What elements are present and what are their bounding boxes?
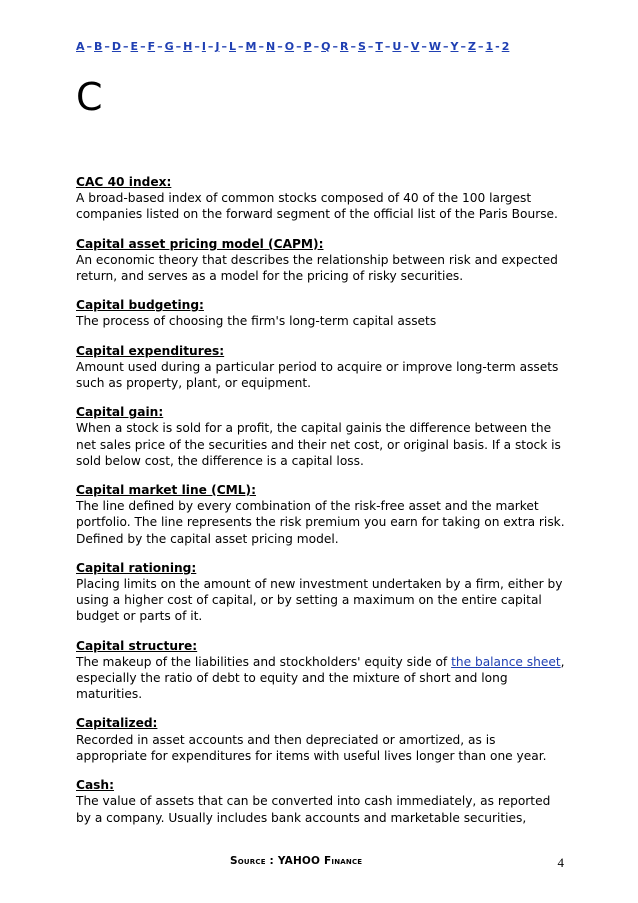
- nav-letter-link[interactable]: D: [111, 40, 122, 53]
- nav-separator: –: [296, 40, 302, 53]
- nav-letter-link[interactable]: S: [357, 40, 366, 53]
- nav-separator: –: [367, 40, 374, 53]
- nav-letter-link[interactable]: G: [164, 40, 174, 53]
- glossary-entry: [76, 715, 566, 764]
- page-footer: [0, 855, 638, 871]
- glossary-entry: [76, 174, 566, 223]
- nav-separator: –: [421, 40, 427, 53]
- nav-separator: –: [207, 40, 214, 53]
- nav-letter-link[interactable]: Q: [321, 40, 331, 53]
- nav-separator: –: [86, 40, 93, 53]
- glossary-entry: [76, 343, 566, 392]
- nav-letter-link[interactable]: B: [94, 40, 103, 53]
- nav-letter-link[interactable]: Z: [467, 40, 476, 53]
- nav-letter-link[interactable]: V: [410, 40, 420, 53]
- balance-sheet-link[interactable]: the balance sheet: [451, 654, 561, 669]
- glossary-definition: A broad-based index of common stocks composed of 40 of the 100 largest companies listed on the forward segment of the official list of the Paris Bourse.: [76, 191, 558, 222]
- nav-letter-link[interactable]: N: [265, 40, 276, 53]
- nav-letter-link[interactable]: H: [183, 40, 193, 53]
- nav-letter-link[interactable]: J: [215, 40, 220, 53]
- nav-separator: –: [277, 40, 283, 53]
- glossary-entry: [76, 777, 566, 826]
- nav-letter-link[interactable]: M: [245, 40, 257, 53]
- nav-separator: –: [104, 40, 110, 53]
- glossary-entries: [76, 174, 566, 839]
- nav-letter-link[interactable]: U: [392, 40, 402, 53]
- nav-letter-link[interactable]: L: [229, 40, 237, 53]
- nav-letter-link[interactable]: 1: [485, 40, 494, 53]
- nav-separator: –: [403, 40, 409, 53]
- nav-separator: –: [460, 40, 466, 53]
- nav-letter-link[interactable]: E: [130, 40, 139, 53]
- glossary-term: CAC 40 index:: [76, 175, 172, 189]
- alphabet-nav: [76, 40, 566, 53]
- glossary-term: Capital market line (CML):: [76, 483, 256, 498]
- glossary-term: Cash:: [76, 778, 114, 793]
- glossary-entry: [76, 482, 566, 547]
- nav-separator: –: [443, 40, 449, 53]
- nav-separator: –: [238, 40, 244, 53]
- nav-separator: –: [384, 40, 391, 53]
- glossary-definition: The line defined by every combination of the risk-free asset and the market portfolio. The line represents the risk premium you earn for taking on extra risk. Defined by the capital asset pricing model.: [76, 499, 565, 546]
- glossary-term: Capitalized:: [76, 716, 158, 731]
- glossary-definition: When a stock is sold for a profit, the capital gainis the difference between the net sales price of the securities and their net cost, or original basis. If a stock is sold below cost, the difference is a capital loss.: [76, 421, 561, 468]
- glossary-entry: [76, 404, 566, 469]
- nav-letter-link[interactable]: 2: [501, 40, 510, 53]
- nav-separator: –: [157, 40, 163, 53]
- glossary-term: Capital asset pricing model (CAPM):: [76, 236, 324, 251]
- glossary-term: Capital budgeting:: [76, 298, 204, 313]
- nav-separator: -: [495, 40, 500, 53]
- nav-separator: –: [332, 40, 338, 53]
- nav-letter-link[interactable]: P: [303, 40, 312, 53]
- nav-separator: –: [350, 40, 356, 53]
- glossary-definition: The value of assets that can be converted into cash immediately, as reported by a company. Usually includes bank accounts and marketable securities,: [76, 794, 551, 825]
- definition-text-after: , especially the ratio of debt to equity and the mixture of short and long maturities.: [76, 654, 565, 702]
- nav-letter-link[interactable]: O: [284, 40, 295, 53]
- nav-letter-link[interactable]: I: [201, 40, 206, 53]
- nav-letter-link[interactable]: T: [375, 40, 383, 53]
- nav-separator: –: [477, 40, 484, 53]
- glossary-definition: Placing limits on the amount of new investment undertaken by a firm, either by using a higher cost of capital, or by setting a maximum on the entire capital budget or parts of it.: [76, 577, 563, 624]
- glossary-term: Capital gain:: [76, 405, 164, 420]
- page-number: 4: [557, 855, 564, 870]
- nav-separator: –: [140, 40, 146, 53]
- nav-separator: –: [258, 40, 264, 53]
- glossary-entry: [76, 236, 566, 285]
- glossary-entry: [76, 638, 566, 703]
- nav-letter-link[interactable]: R: [339, 40, 349, 53]
- definition-text-before: The makeup of the liabilities and stockholders' equity side of: [76, 654, 452, 669]
- glossary-term: Capital structure:: [76, 638, 198, 653]
- nav-separator: –: [175, 40, 182, 53]
- glossary-entry: [76, 297, 566, 329]
- glossary-definition: Amount used during a particular period to acquire or improve long-term assets such as property, plant, or equipment.: [76, 359, 559, 391]
- nav-letter-link[interactable]: W: [428, 40, 442, 53]
- nav-separator: –: [221, 40, 228, 53]
- nav-separator: –: [123, 40, 129, 53]
- glossary-definition: Recorded in asset accounts and then depreciated or amortized, as is appropriate for expenditures for items with useful lives longer than one year.: [76, 732, 547, 763]
- glossary-term: Capital rationing:: [76, 560, 197, 575]
- nav-letter-link[interactable]: Y: [450, 40, 459, 53]
- glossary-entry: [76, 560, 566, 625]
- nav-separator: –: [313, 40, 320, 53]
- glossary-term: Capital expenditures:: [76, 343, 225, 358]
- glossary-definition: An economic theory that describes the relationship between risk and expected return, and serves as a model for the pricing of risky securities.: [76, 252, 558, 284]
- nav-letter-link[interactable]: A: [76, 40, 85, 53]
- nav-letter-link[interactable]: F: [147, 40, 156, 53]
- footer-source: Source : YAHOO Finance: [230, 855, 363, 867]
- section-letter: C: [76, 75, 103, 119]
- glossary-definition: [76, 654, 566, 703]
- glossary-definition: The process of choosing the firm's long-term capital assets: [76, 314, 437, 329]
- nav-separator: –: [194, 40, 200, 53]
